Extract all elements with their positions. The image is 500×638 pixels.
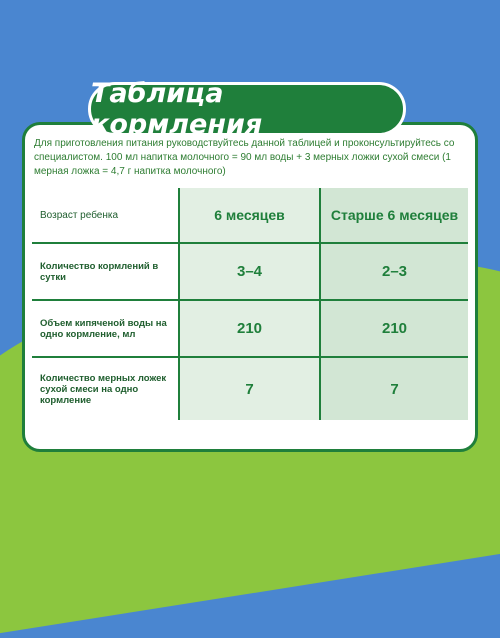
table-cell: 2–3 (321, 244, 468, 301)
table-cell: 210 (321, 301, 468, 358)
table-cell: 3–4 (180, 244, 321, 301)
row-label-spoons-count: Количество мерных ложек сухой смеси на одно кормление (32, 358, 180, 420)
table-cell: 7 (180, 358, 321, 420)
row-label-feedings-per-day: Количество кормлений в сутки (32, 244, 180, 301)
header-age-label: Возраст ребенка (32, 188, 180, 244)
page-title: Таблица кормления (88, 82, 406, 136)
intro-text: Для приготовления питания руководствуйтесь данной таблицей и проконсультируйтесь со специалистом. 100 мл напитка молочного = 90 мл воды + 3 мерных ложки сухой смеси (1 мерная ложка = 4,7 г напитка молочного) (34, 138, 455, 177)
feeding-table (32, 188, 468, 420)
table-cell: 7 (321, 358, 468, 420)
column-header-6-months: 6 месяцев (180, 188, 321, 244)
row-label-water-volume: Объем кипяченой воды на одно кормление, мл (32, 301, 180, 358)
column-header-over-6-months: Старше 6 месяцев (321, 188, 468, 244)
table-cell: 210 (180, 301, 321, 358)
